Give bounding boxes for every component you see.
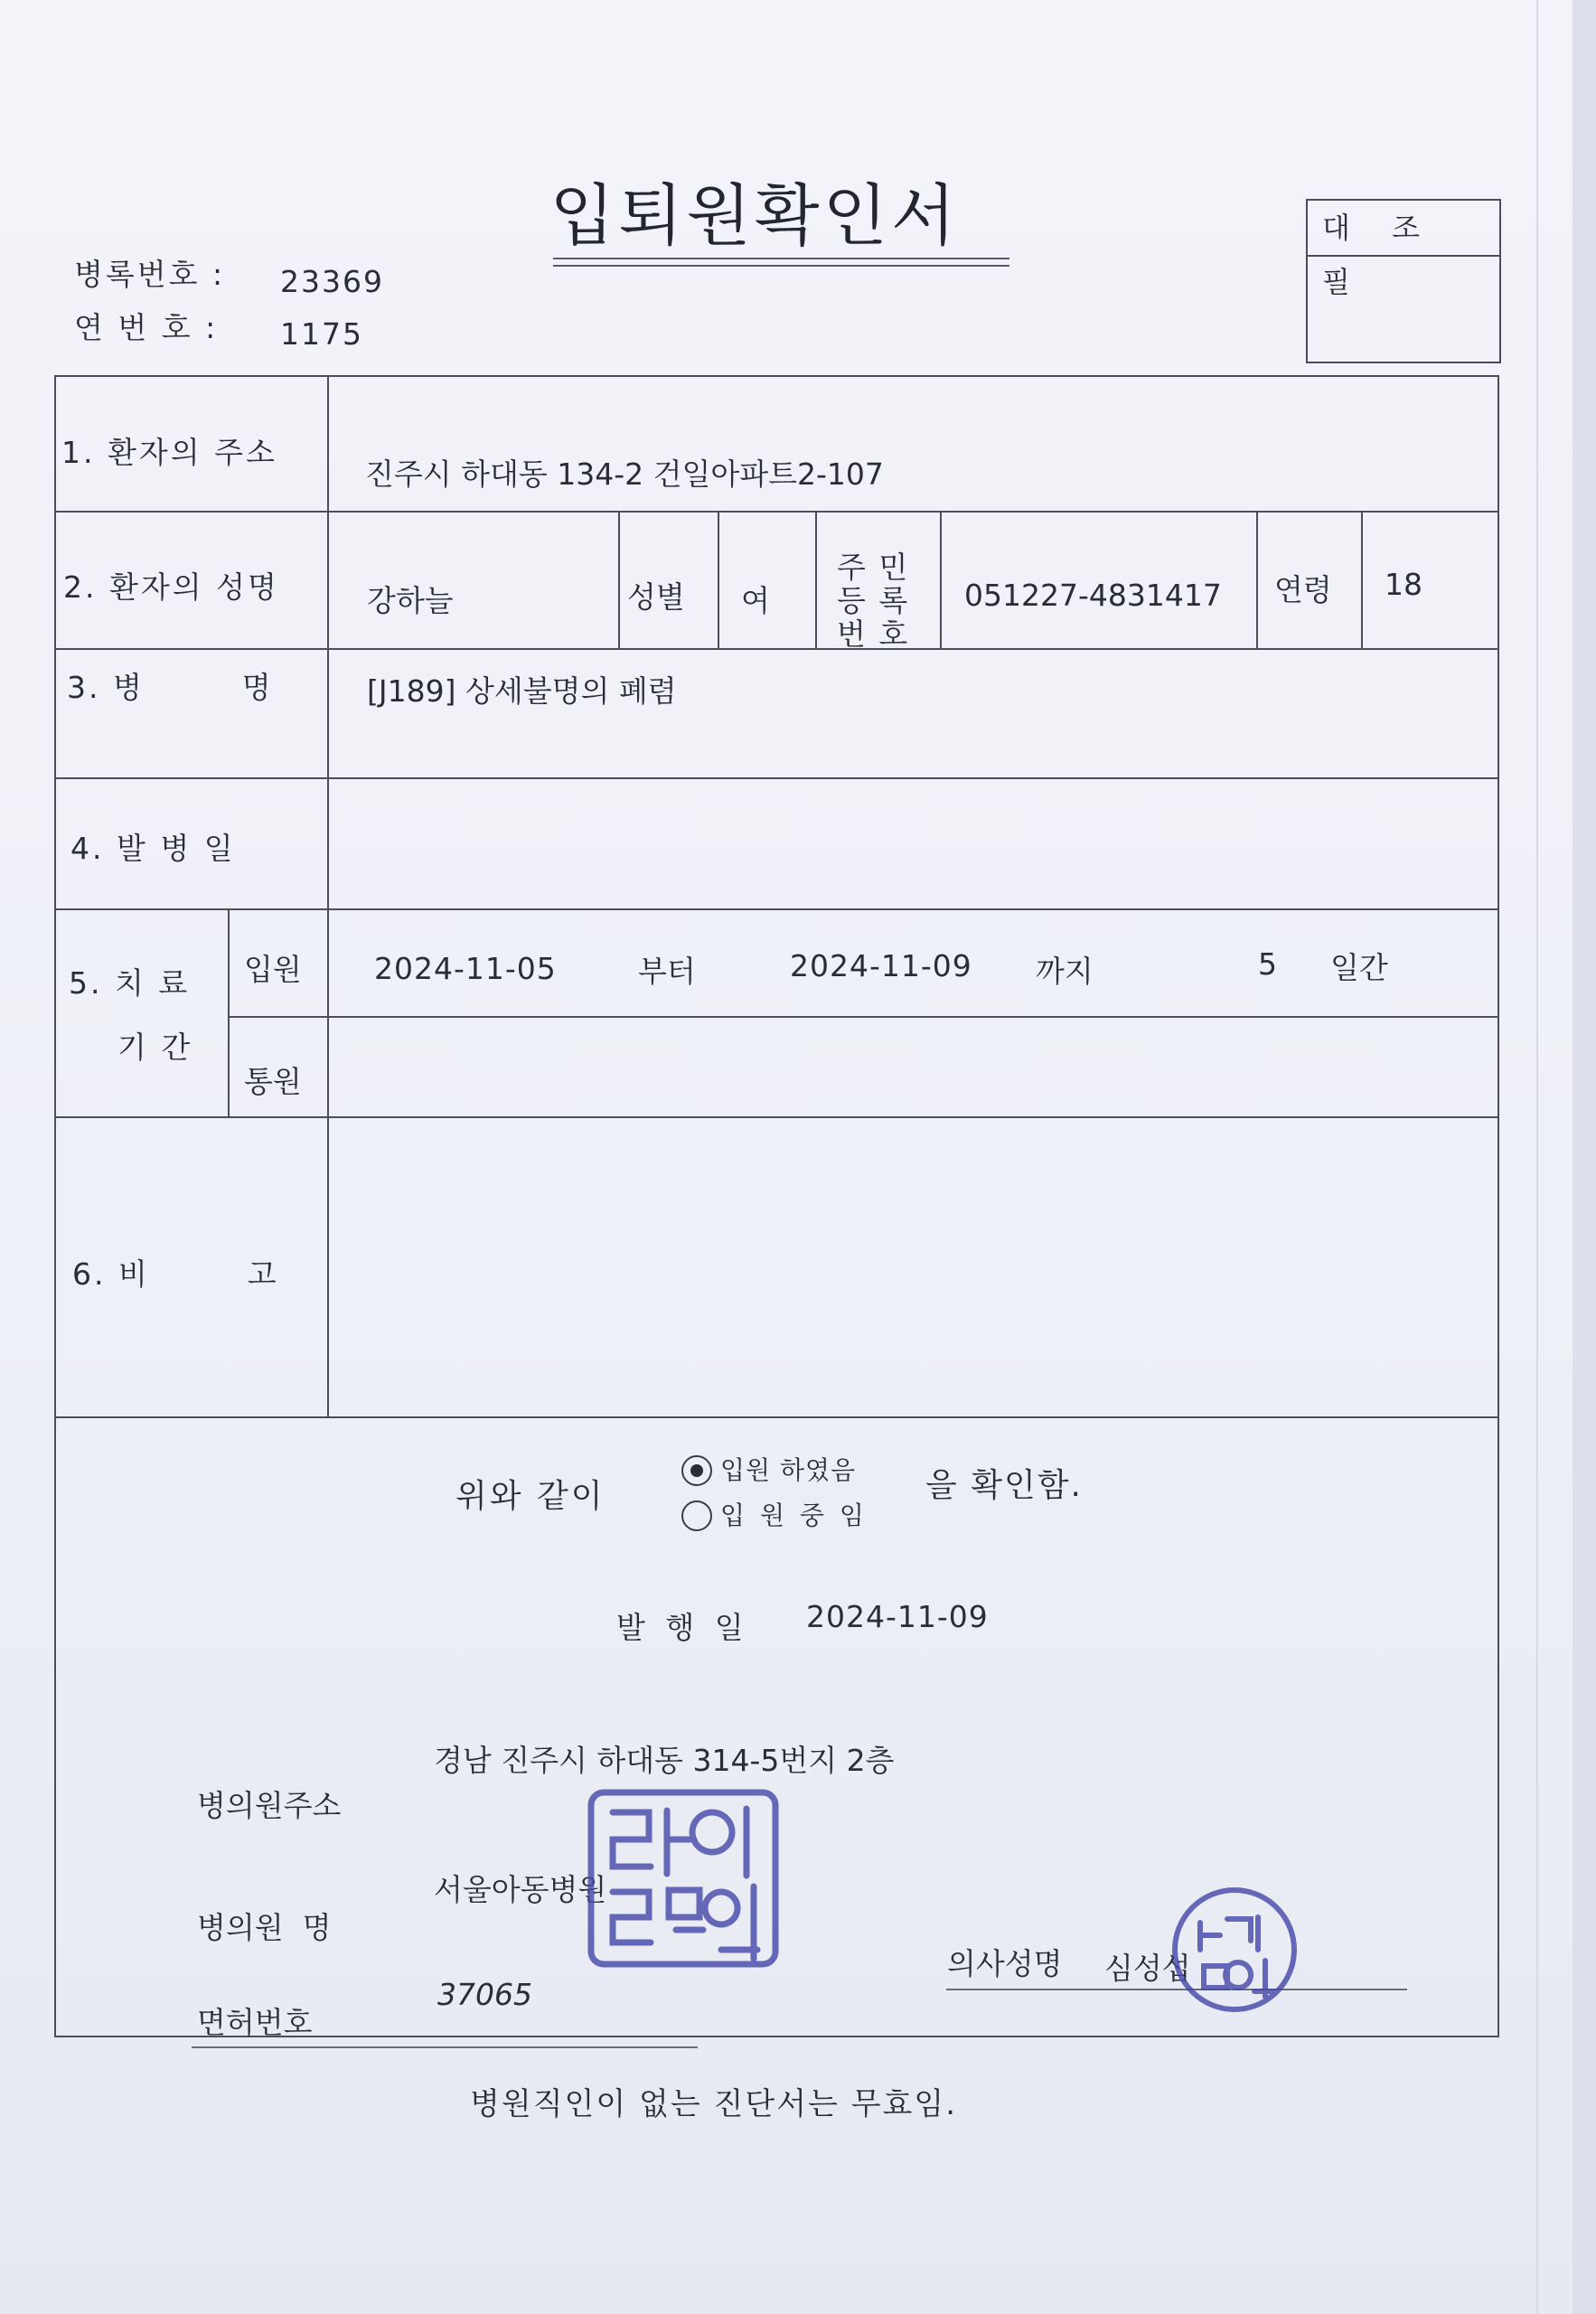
column-divider [327,377,329,1416]
column-divider [618,511,620,648]
row-divider [56,1116,1497,1118]
signature-line [192,2046,698,2048]
serial-number: 1175 [280,316,363,352]
hospital-seal-stamp [586,1785,783,1971]
patient-rrn: 051227-4831417 [964,578,1222,613]
from-word: 부터 [638,954,696,989]
title-underline [553,265,1009,267]
confirmation-prefix: 위와 같이 [455,1478,606,1515]
days-unit: 일간 [1330,950,1388,985]
rrn-label-line-2: 등 록 [837,583,910,618]
patient-sex: 여 [741,583,770,618]
record-number: 23369 [280,264,384,299]
column-divider [815,511,817,648]
paper-edge [1573,0,1596,2314]
document-title: 입퇴원확인서 [549,177,960,255]
treatment-period-label: 5. 치 료 [69,965,191,1001]
onset-label: 4. 발 병 일 [70,831,236,866]
paper-fold [1536,0,1538,2314]
hospital-address: 경남 진주시 하대동 314-5번지 2층 [434,1743,895,1778]
disease-label: 3. 병 명 [67,670,274,705]
hospital-address-label: 병의원주소 [197,1788,342,1823]
outpatient-label: 통원 [244,1064,302,1099]
row-divider [56,777,1497,779]
issue-date-label: 발 행 일 [616,1610,749,1645]
column-divider [940,511,942,648]
patient-age: 18 [1385,567,1422,602]
age-label: 연령 [1274,572,1332,607]
doctor-seal-stamp [1168,1883,1301,2017]
license-label: 면허번호 [197,2005,313,2040]
disease-name: [J189] 상세불명의 폐렴 [367,673,677,709]
column-divider [228,908,230,1116]
issue-date: 2024-11-09 [806,1599,989,1634]
treatment-period-label-2: 기 간 [117,1030,193,1065]
license-number: 37065 [437,1977,532,2012]
hospital-name-label: 병의원 명 [197,1910,332,1945]
sex-label: 성별 [627,579,685,615]
serial-number-label: 연 번 호 : [74,310,219,345]
admitted-option-label: 입원 하였음 [720,1455,857,1485]
hospital-name: 서울아동병원 [434,1872,607,1907]
address-label: 1. 환자의 주소 [61,435,277,470]
verification-box-label: 대 조 필 [1308,201,1499,257]
column-divider [718,511,719,648]
patient-name: 강하늘 [367,583,454,618]
title-underline [553,258,1009,259]
to-word: 까지 [1036,954,1094,989]
doctor-name: 심성섭 [1104,1951,1191,1986]
inpatient-label: 입원 [244,952,302,987]
row-divider [56,908,1497,910]
footer-note: 병원직인이 없는 진단서는 무효임. [470,2086,958,2122]
in-hospital-radio[interactable] [681,1500,712,1531]
radio-selected-dot [690,1464,703,1477]
column-divider [1256,511,1258,648]
patient-address: 진주시 하대동 134-2 건일아파트2-107 [365,456,884,492]
rrn-label-line-3: 번 호 [837,616,910,652]
verification-box [1306,199,1501,363]
admitted-radio[interactable] [681,1455,712,1486]
row-divider [56,511,1497,513]
inpatient-to-date: 2024-11-09 [790,948,972,983]
doctor-name-label: 의사성명 [947,1946,1063,1981]
row-divider [228,1016,1497,1018]
confirmation-suffix: 을 확인함. [925,1467,1083,1504]
row-divider [56,648,1497,650]
rrn-label-line-1: 주 민 [837,550,910,585]
remarks-label: 6. 비 고 [72,1256,279,1292]
inpatient-days: 5 [1258,946,1277,982]
name-label: 2. 환자의 성명 [63,569,279,605]
column-divider [1361,511,1363,648]
record-number-label: 병록번호 : [74,257,226,292]
in-hospital-option-label: 입 원 중 임 [720,1500,868,1530]
row-divider [56,1416,1497,1418]
inpatient-from-date: 2024-11-05 [374,951,557,986]
